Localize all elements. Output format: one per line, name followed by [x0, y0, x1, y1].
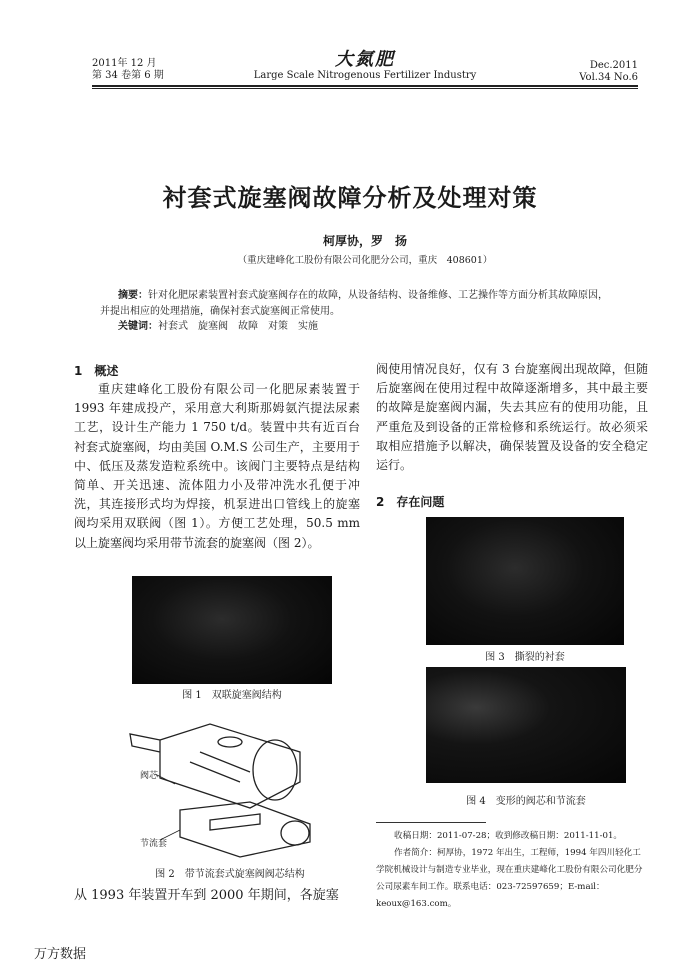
article-authors: 柯厚协，罗 扬 — [322, 234, 407, 248]
abstract-label: 摘要： — [118, 290, 148, 301]
header-issue-en — [579, 60, 638, 84]
figure-2-caption: 图 2 带节流套式旋塞阀阀芯结构 — [155, 869, 305, 880]
figure-3-photo — [426, 517, 624, 645]
throttle-sleeve-end — [281, 821, 309, 845]
section-2-heading: 2 存在问题 — [376, 495, 445, 509]
throttle-sleeve-slot — [210, 814, 260, 830]
section-1-heading: 1 概述 — [74, 364, 119, 378]
header-volume-en: Vol.34 No.6 — [579, 72, 638, 83]
keywords — [118, 320, 628, 334]
figure-4-photo — [426, 667, 626, 783]
header-rule — [92, 85, 638, 87]
footnote-received: 收稿日期：2011-07-28；收到修改稿日期：2011-11-01。 — [394, 831, 623, 841]
figure-1-caption: 图 1 双联旋塞阀结构 — [182, 690, 282, 701]
figure-1-photo — [132, 576, 332, 684]
valve-core-stem — [130, 734, 160, 752]
figure-3-caption: 图 3 撕裂的衬套 — [485, 652, 565, 663]
figure-2-label-core: 阀芯 — [140, 771, 159, 781]
journal-masthead — [240, 50, 490, 82]
keywords-text: 衬套式 旋塞阀 故障 对策 实施 — [158, 321, 318, 332]
header-volume-cn: 第 34 卷第 6 期 — [92, 70, 164, 81]
keywords-label: 关键词： — [118, 321, 158, 332]
footnote-rule — [376, 822, 486, 823]
valve-core-slot — [190, 752, 250, 782]
article-affiliation: （重庆建峰化工股份有限公司化肥分公司，重庆 408601） — [237, 255, 493, 266]
valve-core-end — [253, 740, 297, 800]
valve-core-port — [218, 737, 242, 747]
abstract — [100, 288, 610, 320]
database-watermark: 万方数据 — [34, 947, 87, 962]
figure-2-label-sleeve: 节流套 — [140, 839, 168, 849]
article-title: 衬套式旋塞阀故障分析及处理对策 — [162, 184, 538, 212]
section-1-paragraph-continued: 阀使用情况良好，仅有 3 台旋塞阀出现故障，但随后旋塞阀在使用过程中故障逐渐增多，其中最主要的故障是旋塞阀内漏，失去其应有的使用功能，且严重危及到设备的正常检修和系统运行。故必须采取相应措施予以解决，确保装置及设备的安全稳定运行。 — [376, 362, 648, 473]
section-1-paragraph: 重庆建峰化工股份有限公司一化肥尿素装置于 1993 年建成投产，采用意大利斯那姆氨汽提法尿素工艺，设计生产能力 1 750 t/d。装置中共有近百台衬套式旋塞阀，均由美国 O.M.S 公司生产，主要用于中、低压及蒸发造粒系统中。该阀门主要特点是结构简单、开关迅速、流体阻力小及带冲洗水孔便于冲洗，其连接形式均为焊接，机泵进出口管线上的旋塞阀均采用双联阀（图 1）。方便工艺处理，50.5 mm 以上旋塞阀均采用带节流套的旋塞阀（图 2）。 — [74, 382, 360, 550]
journal-english-name: Large Scale Nitrogenous Fertilizer Industry — [253, 70, 477, 81]
header-rule-thin — [92, 88, 638, 89]
throttle-sleeve-body — [180, 802, 310, 857]
header-date-cn: 2011年 12 月 — [92, 58, 157, 69]
abstract-text: 针对化肥尿素装置衬套式旋塞阀存在的故障，从设备结构、设备维修、工艺操作等方面分析其故障原因，并提出相应的处理措施，确保衬套式旋塞阀正常使用。 — [100, 290, 608, 317]
header-date-en: Dec.2011 — [589, 60, 638, 71]
journal-logo: 大氮肥 — [335, 49, 395, 70]
header-issue-cn — [92, 58, 164, 82]
footnote — [376, 828, 648, 913]
figure-4-caption: 图 4 变形的阀芯和节流套 — [466, 796, 586, 807]
column-1-continuation: 从 1993 年装置开车到 2000 年期间，各旋塞 — [74, 888, 339, 903]
footnote-author-bio: 作者简介：柯厚协，1972 年出生，工程师，1994 年四川轻化工学院机械设计与制造专业毕业，现在重庆建峰化工股份有限公司化肥分公司尿素车间工作。联系电话：023-72597659；E-mail：keoux@163.com。 — [376, 848, 643, 909]
